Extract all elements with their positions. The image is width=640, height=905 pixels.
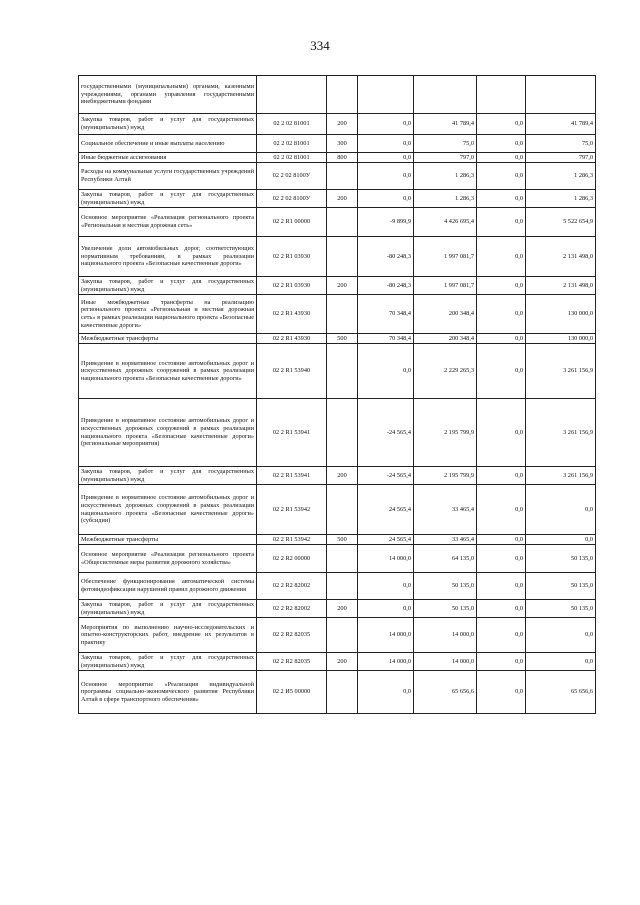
row-name: Приведение в нормативное состояние автомобильных дорог и искусственных дорожных сооружений в рамках реализации национального проекта «Безопасные качественные дороги» (субсидии) — [79, 485, 257, 535]
row-code: 02 2 R1 53941 — [257, 399, 327, 467]
row-amount-3: 50 135,0 — [526, 573, 596, 600]
row-amount-2: 64 135,0 — [414, 545, 477, 573]
row-amount-2: 2 229 265,3 — [414, 344, 477, 399]
row-code: 02 2 R2 82035 — [257, 618, 327, 653]
row-expense-type — [327, 163, 358, 190]
row-code: 02 2 R2 82002 — [257, 600, 327, 618]
row-change-amount-2: 0,0 — [477, 344, 526, 399]
table-row — [79, 114, 596, 135]
row-code: 02 2 R1 53941 — [257, 467, 327, 485]
row-expense-type — [327, 295, 358, 334]
row-name: Обеспечение функционирования автоматической системы фотовидеофиксации нарушений правил дорожного движения — [79, 573, 257, 600]
row-change-amount-2: 0,0 — [477, 208, 526, 237]
row-amount-3: 50 135,0 — [526, 545, 596, 573]
row-name: Мероприятия по выполнению научно-исследовательских и опытно-конструкторских работ, внедрение их результатов в практику — [79, 618, 257, 653]
table-row — [79, 545, 596, 573]
row-change-amount-2: 0,0 — [477, 153, 526, 163]
row-change-amount: -24 565,4 — [358, 467, 414, 485]
row-code: 02 2 R2 00000 — [257, 545, 327, 573]
row-amount-3: 0,0 — [526, 618, 596, 653]
row-expense-type — [327, 76, 358, 114]
row-change-amount-2: 0,0 — [477, 163, 526, 190]
row-amount-3 — [526, 76, 596, 114]
row-change-amount-2: 0,0 — [477, 467, 526, 485]
row-amount-3: 0,0 — [526, 653, 596, 671]
row-expense-type: 200 — [327, 467, 358, 485]
row-name: Приведение в нормативное состояние автомобильных дорог и искусственных дорожных сооружений в рамках реализации национального проекта «Безопасные качественные дороги» — [79, 344, 257, 399]
row-code: 02 2 R1 53942 — [257, 485, 327, 535]
row-change-amount: 0,0 — [358, 344, 414, 399]
row-amount-3: 5 522 654,9 — [526, 208, 596, 237]
table-row — [79, 618, 596, 653]
row-amount-3: 797,0 — [526, 153, 596, 163]
row-amount-3: 41 789,4 — [526, 114, 596, 135]
row-expense-type: 200 — [327, 114, 358, 135]
row-name: Основное мероприятие «Реализация регионального проекта «Региональная и местная дорожная сеть» — [79, 208, 257, 237]
row-change-amount: 24 565,4 — [358, 535, 414, 545]
row-change-amount: 0,0 — [358, 573, 414, 600]
row-change-amount: 70 348,4 — [358, 334, 414, 344]
row-code — [257, 76, 327, 114]
table-row — [79, 344, 596, 399]
row-expense-type: 200 — [327, 653, 358, 671]
row-amount-2: 1 997 081,7 — [414, 277, 477, 295]
row-amount-3: 3 261 156,9 — [526, 467, 596, 485]
row-expense-type: 200 — [327, 600, 358, 618]
row-code: 02 2 02 81001 — [257, 135, 327, 153]
row-name: Основное мероприятие «Реализация индивидуальной программы социально-экономического развития Республики Алтай в сфере транспортного обеспечения» — [79, 671, 257, 714]
row-name: Приведение в нормативное состояние автомобильных дорог и искусственных дорожных сооружений в рамках реализации национального проекта «Безопасные качественные дороги» (региональные мероприятия) — [79, 399, 257, 467]
row-change-amount-2: 0,0 — [477, 399, 526, 467]
row-change-amount-2 — [477, 76, 526, 114]
row-name: Закупка товаров, работ и услуг для государственных (муниципальных) нужд — [79, 277, 257, 295]
row-amount-3: 0,0 — [526, 485, 596, 535]
table-row — [79, 573, 596, 600]
row-change-amount-2: 0,0 — [477, 334, 526, 344]
row-change-amount-2: 0,0 — [477, 485, 526, 535]
row-code: 02 2 R1 03930 — [257, 237, 327, 277]
row-amount-2: 50 135,0 — [414, 573, 477, 600]
row-amount-2: 14 000,0 — [414, 618, 477, 653]
page-number: 334 — [310, 38, 330, 53]
row-code: 02 2 R2 82035 — [257, 653, 327, 671]
table-row — [79, 208, 596, 237]
row-amount-2: 33 465,4 — [414, 535, 477, 545]
row-name: Межбюджетные трансферты — [79, 334, 257, 344]
row-amount-2: 200 348,4 — [414, 295, 477, 334]
budget-table-body — [79, 76, 596, 714]
row-change-amount: 0,0 — [358, 163, 414, 190]
row-amount-3: 2 131 498,0 — [526, 277, 596, 295]
row-change-amount — [358, 76, 414, 114]
row-name: Основное мероприятие «Реализация регионального проекта «Общесистемные меры развития дорожного хозяйства» — [79, 545, 257, 573]
row-name: Социальное обеспечение и иные выплаты населению — [79, 135, 257, 153]
row-expense-type — [327, 618, 358, 653]
table-row — [79, 600, 596, 618]
row-amount-3: 3 261 156,9 — [526, 399, 596, 467]
row-change-amount-2: 0,0 — [477, 277, 526, 295]
row-change-amount: 70 348,4 — [358, 295, 414, 334]
table-row — [79, 334, 596, 344]
row-code: 02 2 R1 03930 — [257, 277, 327, 295]
row-change-amount: 0,0 — [358, 135, 414, 153]
row-name: Закупка товаров, работ и услуг для государственных (муниципальных) нужд — [79, 467, 257, 485]
budget-table — [78, 75, 596, 714]
row-amount-3: 2 131 498,0 — [526, 237, 596, 277]
row-change-amount-2: 0,0 — [477, 535, 526, 545]
row-name: Закупка товаров, работ и услуг для государственных (муниципальных) нужд — [79, 114, 257, 135]
row-change-amount-2: 0,0 — [477, 114, 526, 135]
row-change-amount: 0,0 — [358, 153, 414, 163]
row-change-amount-2: 0,0 — [477, 618, 526, 653]
row-amount-2: 2 195 799,9 — [414, 467, 477, 485]
table-row — [79, 190, 596, 208]
row-name: Иные межбюджетные трансферты на реализацию регионального проекта «Региональная и местная дорожная сеть» в рамках реализации национального проекта «Безопасные качественные дороги» — [79, 295, 257, 334]
row-name: Увеличение доли автомобильных дорог, соответствующих нормативным требованиям, в рамках реализации национального проекта «Безопасные качественные дороги» — [79, 237, 257, 277]
row-name: Расходы на коммунальные услуги государственных учреждений Республики Алтай — [79, 163, 257, 190]
row-change-amount: 0,0 — [358, 190, 414, 208]
row-amount-2 — [414, 76, 477, 114]
row-amount-3: 65 656,6 — [526, 671, 596, 714]
row-change-amount: -24 565,4 — [358, 399, 414, 467]
row-code: 02 2 R2 82002 — [257, 573, 327, 600]
row-name: Закупка товаров, работ и услуг для государственных (муниципальных) нужд — [79, 653, 257, 671]
row-code: 02 2 02 8100У — [257, 190, 327, 208]
row-amount-3: 1 286,3 — [526, 190, 596, 208]
row-amount-3: 130 000,0 — [526, 295, 596, 334]
row-amount-3: 50 135,0 — [526, 600, 596, 618]
row-expense-type: 200 — [327, 190, 358, 208]
row-change-amount: 14 000,0 — [358, 545, 414, 573]
row-change-amount-2: 0,0 — [477, 653, 526, 671]
row-amount-2: 200 348,4 — [414, 334, 477, 344]
row-change-amount-2: 0,0 — [477, 237, 526, 277]
table-row — [79, 671, 596, 714]
row-amount-2: 1 997 081,7 — [414, 237, 477, 277]
row-name: Закупка товаров, работ и услуг для государственных (муниципальных) нужд — [79, 600, 257, 618]
row-code: 02 2 R1 53942 — [257, 535, 327, 545]
row-amount-2: 65 656,6 — [414, 671, 477, 714]
row-change-amount-2: 0,0 — [477, 295, 526, 334]
row-expense-type: 500 — [327, 334, 358, 344]
table-row — [79, 163, 596, 190]
row-code: 02 2 02 81001 — [257, 114, 327, 135]
row-amount-3: 130 000,0 — [526, 334, 596, 344]
row-expense-type — [327, 671, 358, 714]
row-name: государственными (муниципальными) органами, казенными учреждениями, органами управления государственными внебюджетными фондами — [79, 76, 257, 114]
row-code: 02 2 02 8100У — [257, 163, 327, 190]
row-amount-2: 2 195 799,9 — [414, 399, 477, 467]
row-change-amount: -80 248,3 — [358, 237, 414, 277]
row-name: Иные бюджетные ассигнования — [79, 153, 257, 163]
row-expense-type: 200 — [327, 277, 358, 295]
table-row — [79, 153, 596, 163]
row-change-amount: 24 565,4 — [358, 485, 414, 535]
row-code: 02 2 02 81001 — [257, 153, 327, 163]
table-row — [79, 485, 596, 535]
row-change-amount: 14 000,0 — [358, 653, 414, 671]
row-expense-type: 500 — [327, 535, 358, 545]
row-change-amount: 0,0 — [358, 114, 414, 135]
row-amount-3: 1 286,3 — [526, 163, 596, 190]
table-row — [79, 277, 596, 295]
table-row — [79, 295, 596, 334]
row-amount-3: 3 261 156,9 — [526, 344, 596, 399]
row-change-amount: 0,0 — [358, 671, 414, 714]
row-code: 02 2 И5 00000 — [257, 671, 327, 714]
row-amount-3: 0,0 — [526, 535, 596, 545]
row-expense-type: 800 — [327, 153, 358, 163]
row-change-amount-2: 0,0 — [477, 545, 526, 573]
table-row — [79, 135, 596, 153]
row-amount-2: 41 789,4 — [414, 114, 477, 135]
row-code: 02 2 R1 43930 — [257, 295, 327, 334]
table-row — [79, 467, 596, 485]
row-change-amount-2: 0,0 — [477, 573, 526, 600]
row-code: 02 2 R1 00000 — [257, 208, 327, 237]
row-amount-3: 75,0 — [526, 135, 596, 153]
row-expense-type — [327, 344, 358, 399]
row-code: 02 2 R1 43930 — [257, 334, 327, 344]
row-amount-2: 797,0 — [414, 153, 477, 163]
row-change-amount-2: 0,0 — [477, 671, 526, 714]
row-change-amount: -80 248,3 — [358, 277, 414, 295]
row-expense-type — [327, 545, 358, 573]
row-name: Межбюджетные трансферты — [79, 535, 257, 545]
row-change-amount-2: 0,0 — [477, 135, 526, 153]
row-amount-2: 1 286,3 — [414, 163, 477, 190]
table-row — [79, 237, 596, 277]
row-change-amount: 14 000,0 — [358, 618, 414, 653]
table-row — [79, 653, 596, 671]
row-expense-type — [327, 485, 358, 535]
table-row — [79, 399, 596, 467]
row-expense-type — [327, 237, 358, 277]
row-change-amount-2: 0,0 — [477, 190, 526, 208]
row-expense-type: 300 — [327, 135, 358, 153]
row-expense-type — [327, 573, 358, 600]
row-amount-2: 75,0 — [414, 135, 477, 153]
table-row — [79, 535, 596, 545]
row-amount-2: 14 000,0 — [414, 653, 477, 671]
row-amount-2: 50 135,0 — [414, 600, 477, 618]
row-change-amount: -9 899,9 — [358, 208, 414, 237]
row-expense-type — [327, 399, 358, 467]
row-amount-2: 4 426 695,4 — [414, 208, 477, 237]
table-row — [79, 76, 596, 114]
row-expense-type — [327, 208, 358, 237]
row-amount-2: 1 286,3 — [414, 190, 477, 208]
row-code: 02 2 R1 53940 — [257, 344, 327, 399]
row-amount-2: 33 465,4 — [414, 485, 477, 535]
row-change-amount: 0,0 — [358, 600, 414, 618]
row-name: Закупка товаров, работ и услуг для государственных (муниципальных) нужд — [79, 190, 257, 208]
row-change-amount-2: 0,0 — [477, 600, 526, 618]
